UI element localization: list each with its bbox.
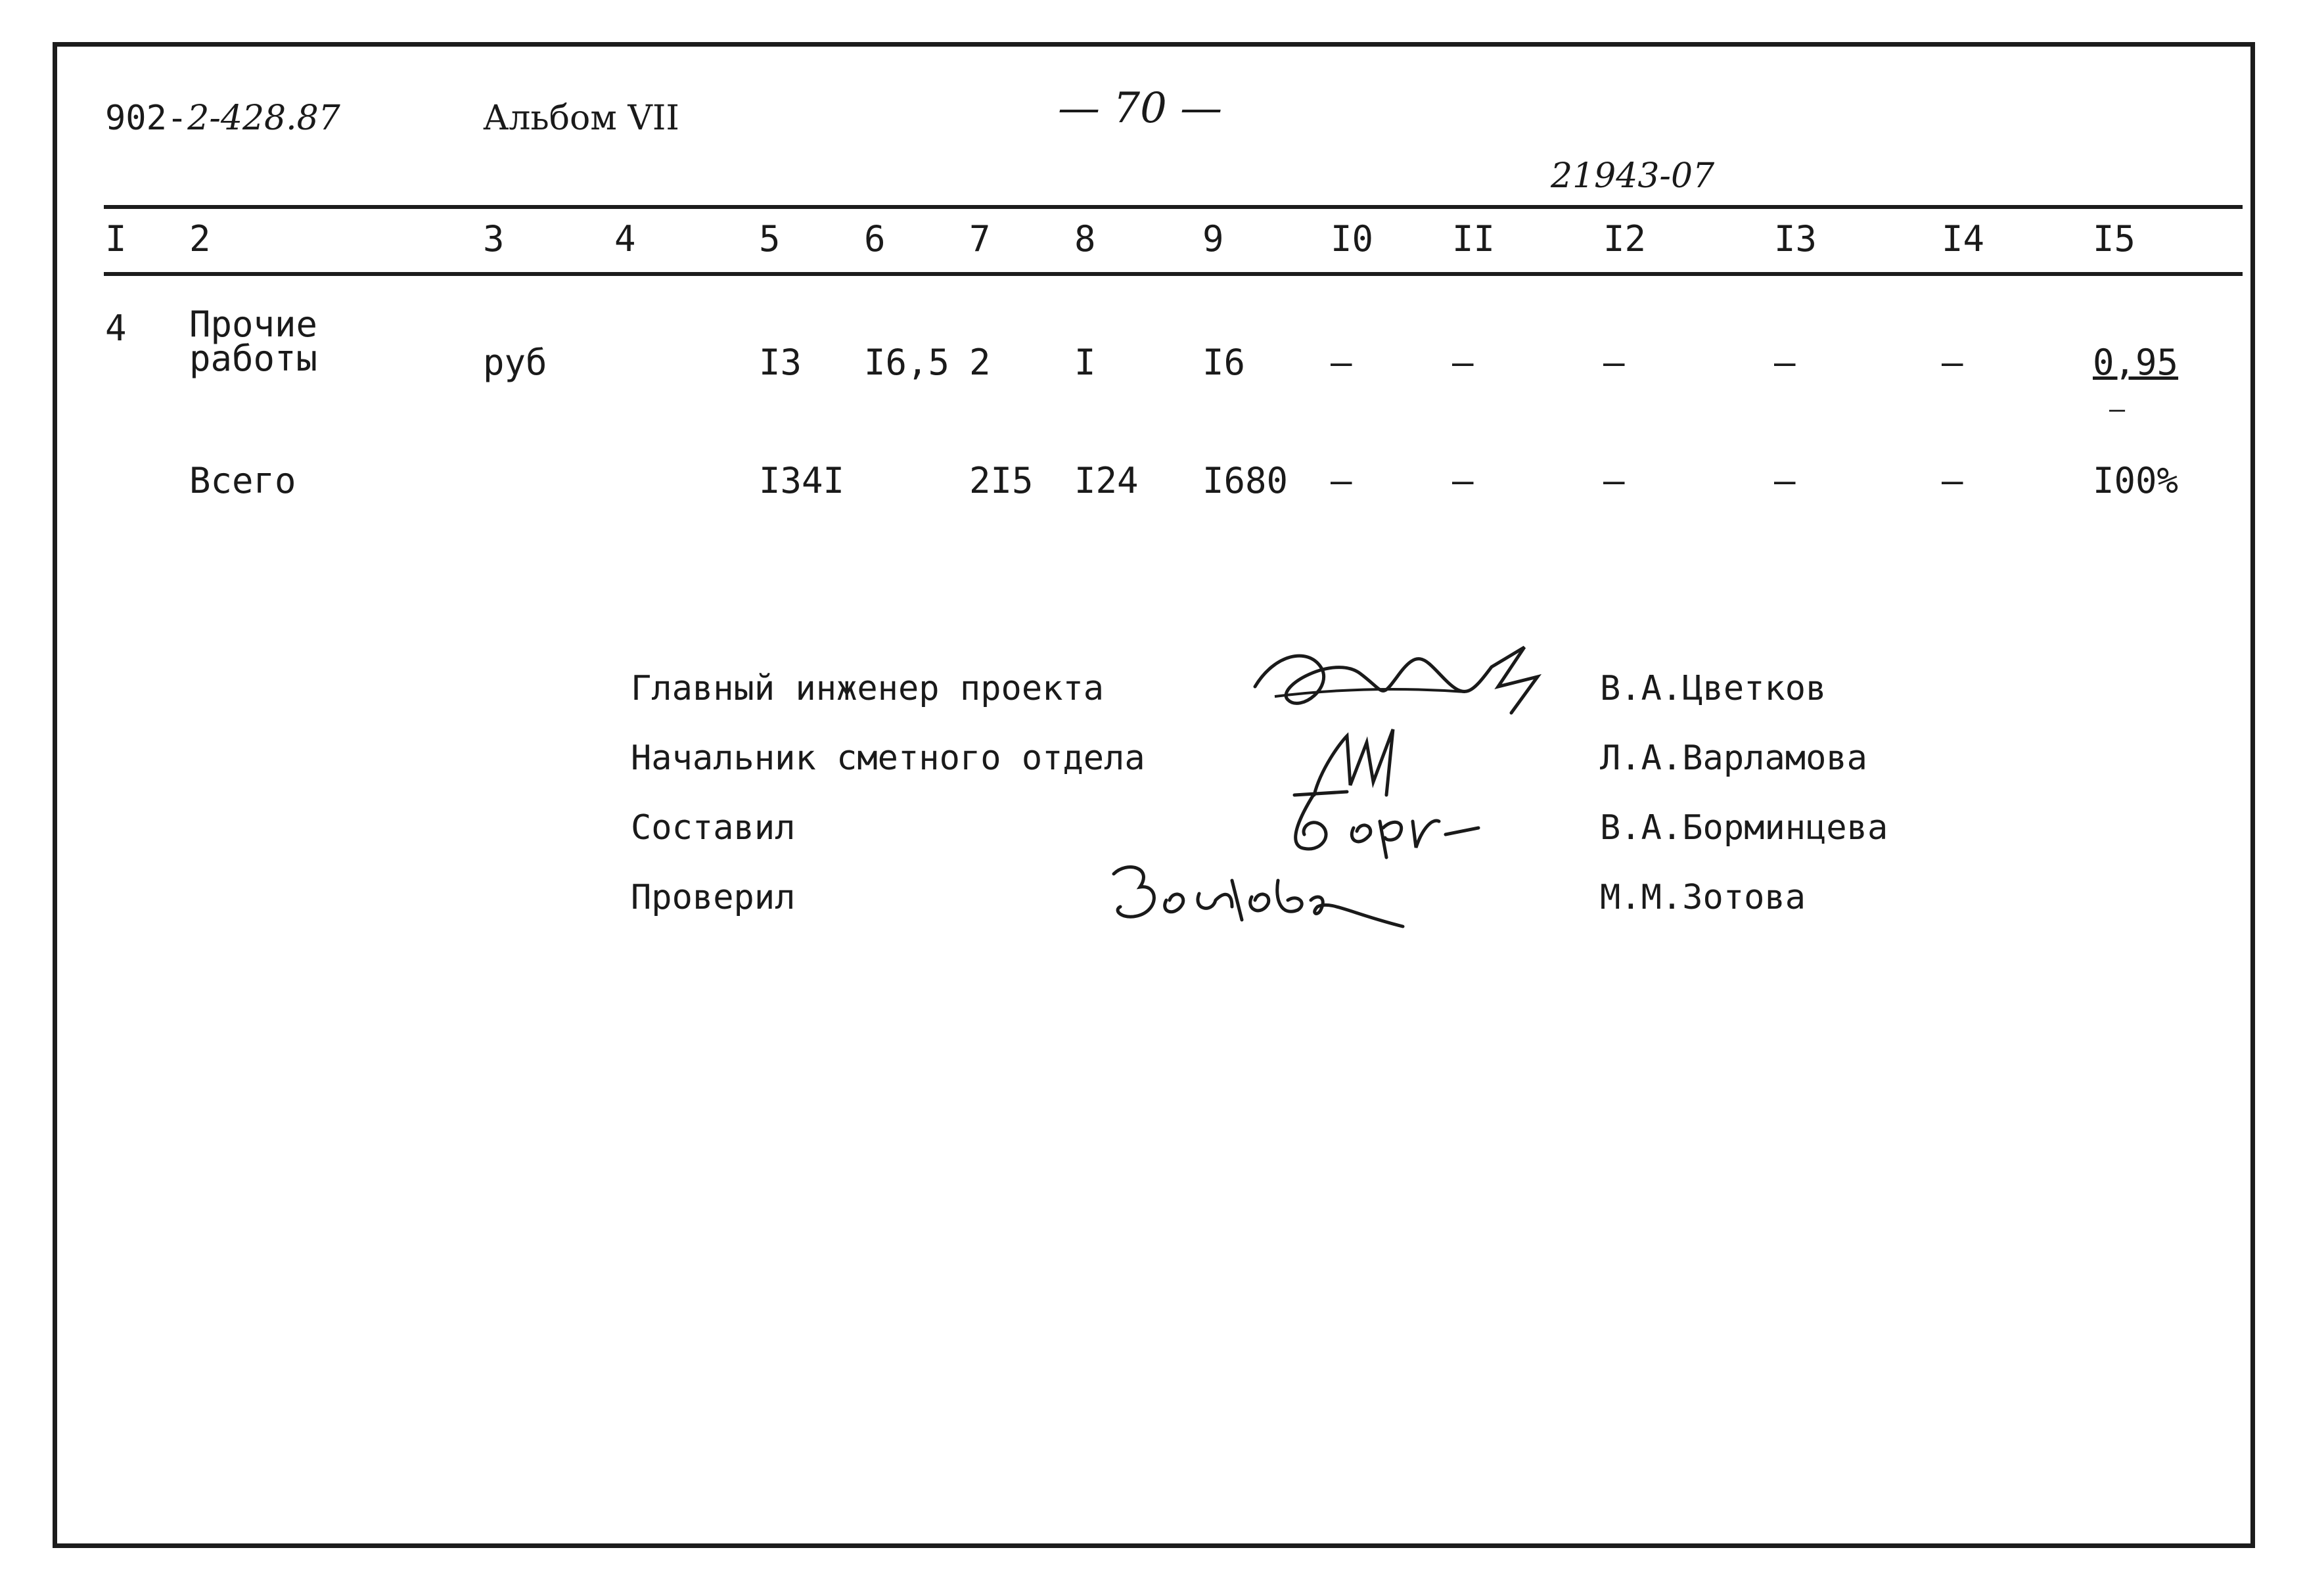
- total-col13: –: [1774, 460, 1796, 501]
- row-col15: 0,95: [2093, 342, 2179, 383]
- column-header-6: 6: [864, 218, 886, 260]
- column-header-12: I2: [1603, 218, 1647, 260]
- album-label: Альбом VII: [483, 99, 679, 138]
- row-col9: I6: [1202, 342, 1246, 383]
- column-header-1: I: [105, 218, 127, 260]
- row-col15-sub: –: [2109, 394, 2126, 424]
- row-unit: руб: [483, 342, 547, 383]
- signature-title-estimate-head: Начальник сметного отдела: [631, 739, 1145, 778]
- row-col12: –: [1603, 342, 1625, 383]
- column-header-15: I5: [2093, 218, 2136, 260]
- total-col10: –: [1331, 460, 1352, 501]
- header-rule-top: [104, 205, 2243, 209]
- row-col7: 2: [969, 342, 991, 383]
- signature-title-chief-engineer: Главный инженер проекта: [631, 669, 1105, 708]
- total-col8: I24: [1074, 460, 1139, 501]
- total-col15: I00%: [2093, 460, 2179, 501]
- sheet-code: 21943-07: [1551, 156, 1715, 196]
- total-col12: –: [1603, 460, 1625, 501]
- signature-name-tsvetkov: В.А.Цветков: [1600, 669, 1827, 708]
- column-header-4: 4: [614, 218, 636, 260]
- document-frame: [53, 42, 2255, 1548]
- column-header-3: 3: [483, 218, 505, 260]
- page-number: — 70 —: [1058, 84, 1223, 133]
- row-col11: –: [1452, 342, 1474, 383]
- column-header-10: I0: [1331, 218, 1374, 260]
- signature-name-bormintseva: В.А.Борминцева: [1600, 808, 1888, 848]
- total-col11: –: [1452, 460, 1474, 501]
- row-col10: –: [1331, 342, 1352, 383]
- signature-name-zotova: М.М.Зотова: [1600, 878, 1806, 917]
- total-col5: I34I: [759, 460, 845, 501]
- document-code: [105, 99, 340, 138]
- column-header-9: 9: [1202, 218, 1224, 260]
- row-name-line1: Прочие: [189, 304, 318, 345]
- total-col14: –: [1942, 460, 1963, 501]
- column-header-7: 7: [969, 218, 991, 260]
- column-header-5: 5: [759, 218, 781, 260]
- signature-title-checked: Проверил: [631, 878, 796, 917]
- row-name-line2: работы: [189, 338, 318, 379]
- row-col5: I3: [759, 342, 802, 383]
- row-number: 4: [105, 308, 127, 349]
- column-header-8: 8: [1074, 218, 1096, 260]
- row-col14: –: [1942, 342, 1963, 383]
- column-header-11: II: [1452, 218, 1495, 260]
- total-label: Всего: [189, 460, 296, 501]
- column-header-14: I4: [1942, 218, 1985, 260]
- signature-title-compiled: Составил: [631, 808, 796, 848]
- header-rule-bottom: [104, 272, 2243, 276]
- document-code-handwritten: 2-428.87: [187, 99, 340, 138]
- total-col9: I680: [1202, 460, 1289, 501]
- document-code-prefix: 902-: [105, 99, 188, 138]
- handwritten-signature-4: [1101, 854, 1429, 940]
- row-col8: I: [1074, 342, 1096, 383]
- signature-name-varlamova: Л.А.Варламова: [1600, 739, 1867, 778]
- total-col7: 2I5: [969, 460, 1034, 501]
- handwritten-signature-3: [1275, 782, 1498, 861]
- column-header-13: I3: [1774, 218, 1817, 260]
- handwritten-signature-1: [1248, 641, 1564, 733]
- column-header-2: 2: [189, 218, 211, 260]
- row-col13: –: [1774, 342, 1796, 383]
- row-col6: I6,5: [864, 342, 950, 383]
